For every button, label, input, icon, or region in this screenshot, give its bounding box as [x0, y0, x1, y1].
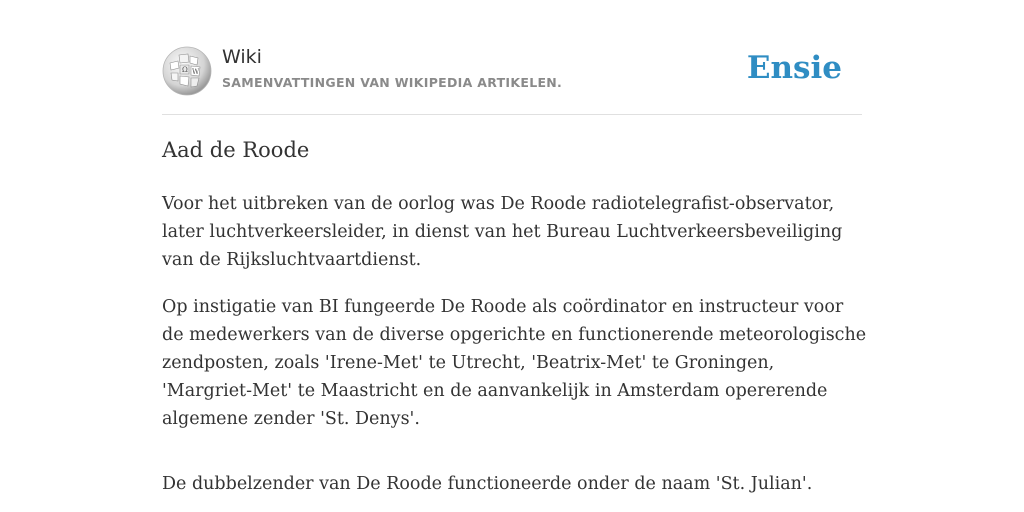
article-paragraph: Voor het uitbreken van de oorlog was De Roode radiotelegrafist-observator, later luchtverkeersleider, in dienst van het Bureau Luchtverkeersbeveiliging van de Rijksluchtvaartdienst.	[162, 194, 843, 270]
site-subtitle: SAMENVATTINGEN VAN WIKIPEDIA ARTIKELEN.	[222, 75, 563, 90]
svg-text:Ω: Ω	[182, 66, 188, 74]
article-body	[162, 190, 867, 512]
article-paragraph: Op instigatie van BI fungeerde De Roode als coördinator en instructeur voor de medewerkers van de diverse opgerichte en functionerende meteorologische zendposten, zoals 'Irene-Met' te Utrecht, 'Beatrix-Met' te Groningen, 'Margriet-Met' te Maastricht en de aanvankelijk in Amsterdam opererende algemene zender 'St. Denys'.	[162, 297, 867, 429]
site-header	[162, 44, 862, 115]
ensie-brand-link[interactable]: Ensie	[746, 50, 842, 86]
svg-text:W: W	[192, 68, 200, 76]
wikipedia-globe-icon[interactable]	[162, 46, 212, 96]
article-title: Aad de Roode	[162, 138, 310, 162]
site-title[interactable]: Wiki	[222, 46, 262, 68]
article-paragraph: De dubbelzender van De Roode functioneerde onder de naam 'St. Julian'.	[162, 474, 813, 494]
